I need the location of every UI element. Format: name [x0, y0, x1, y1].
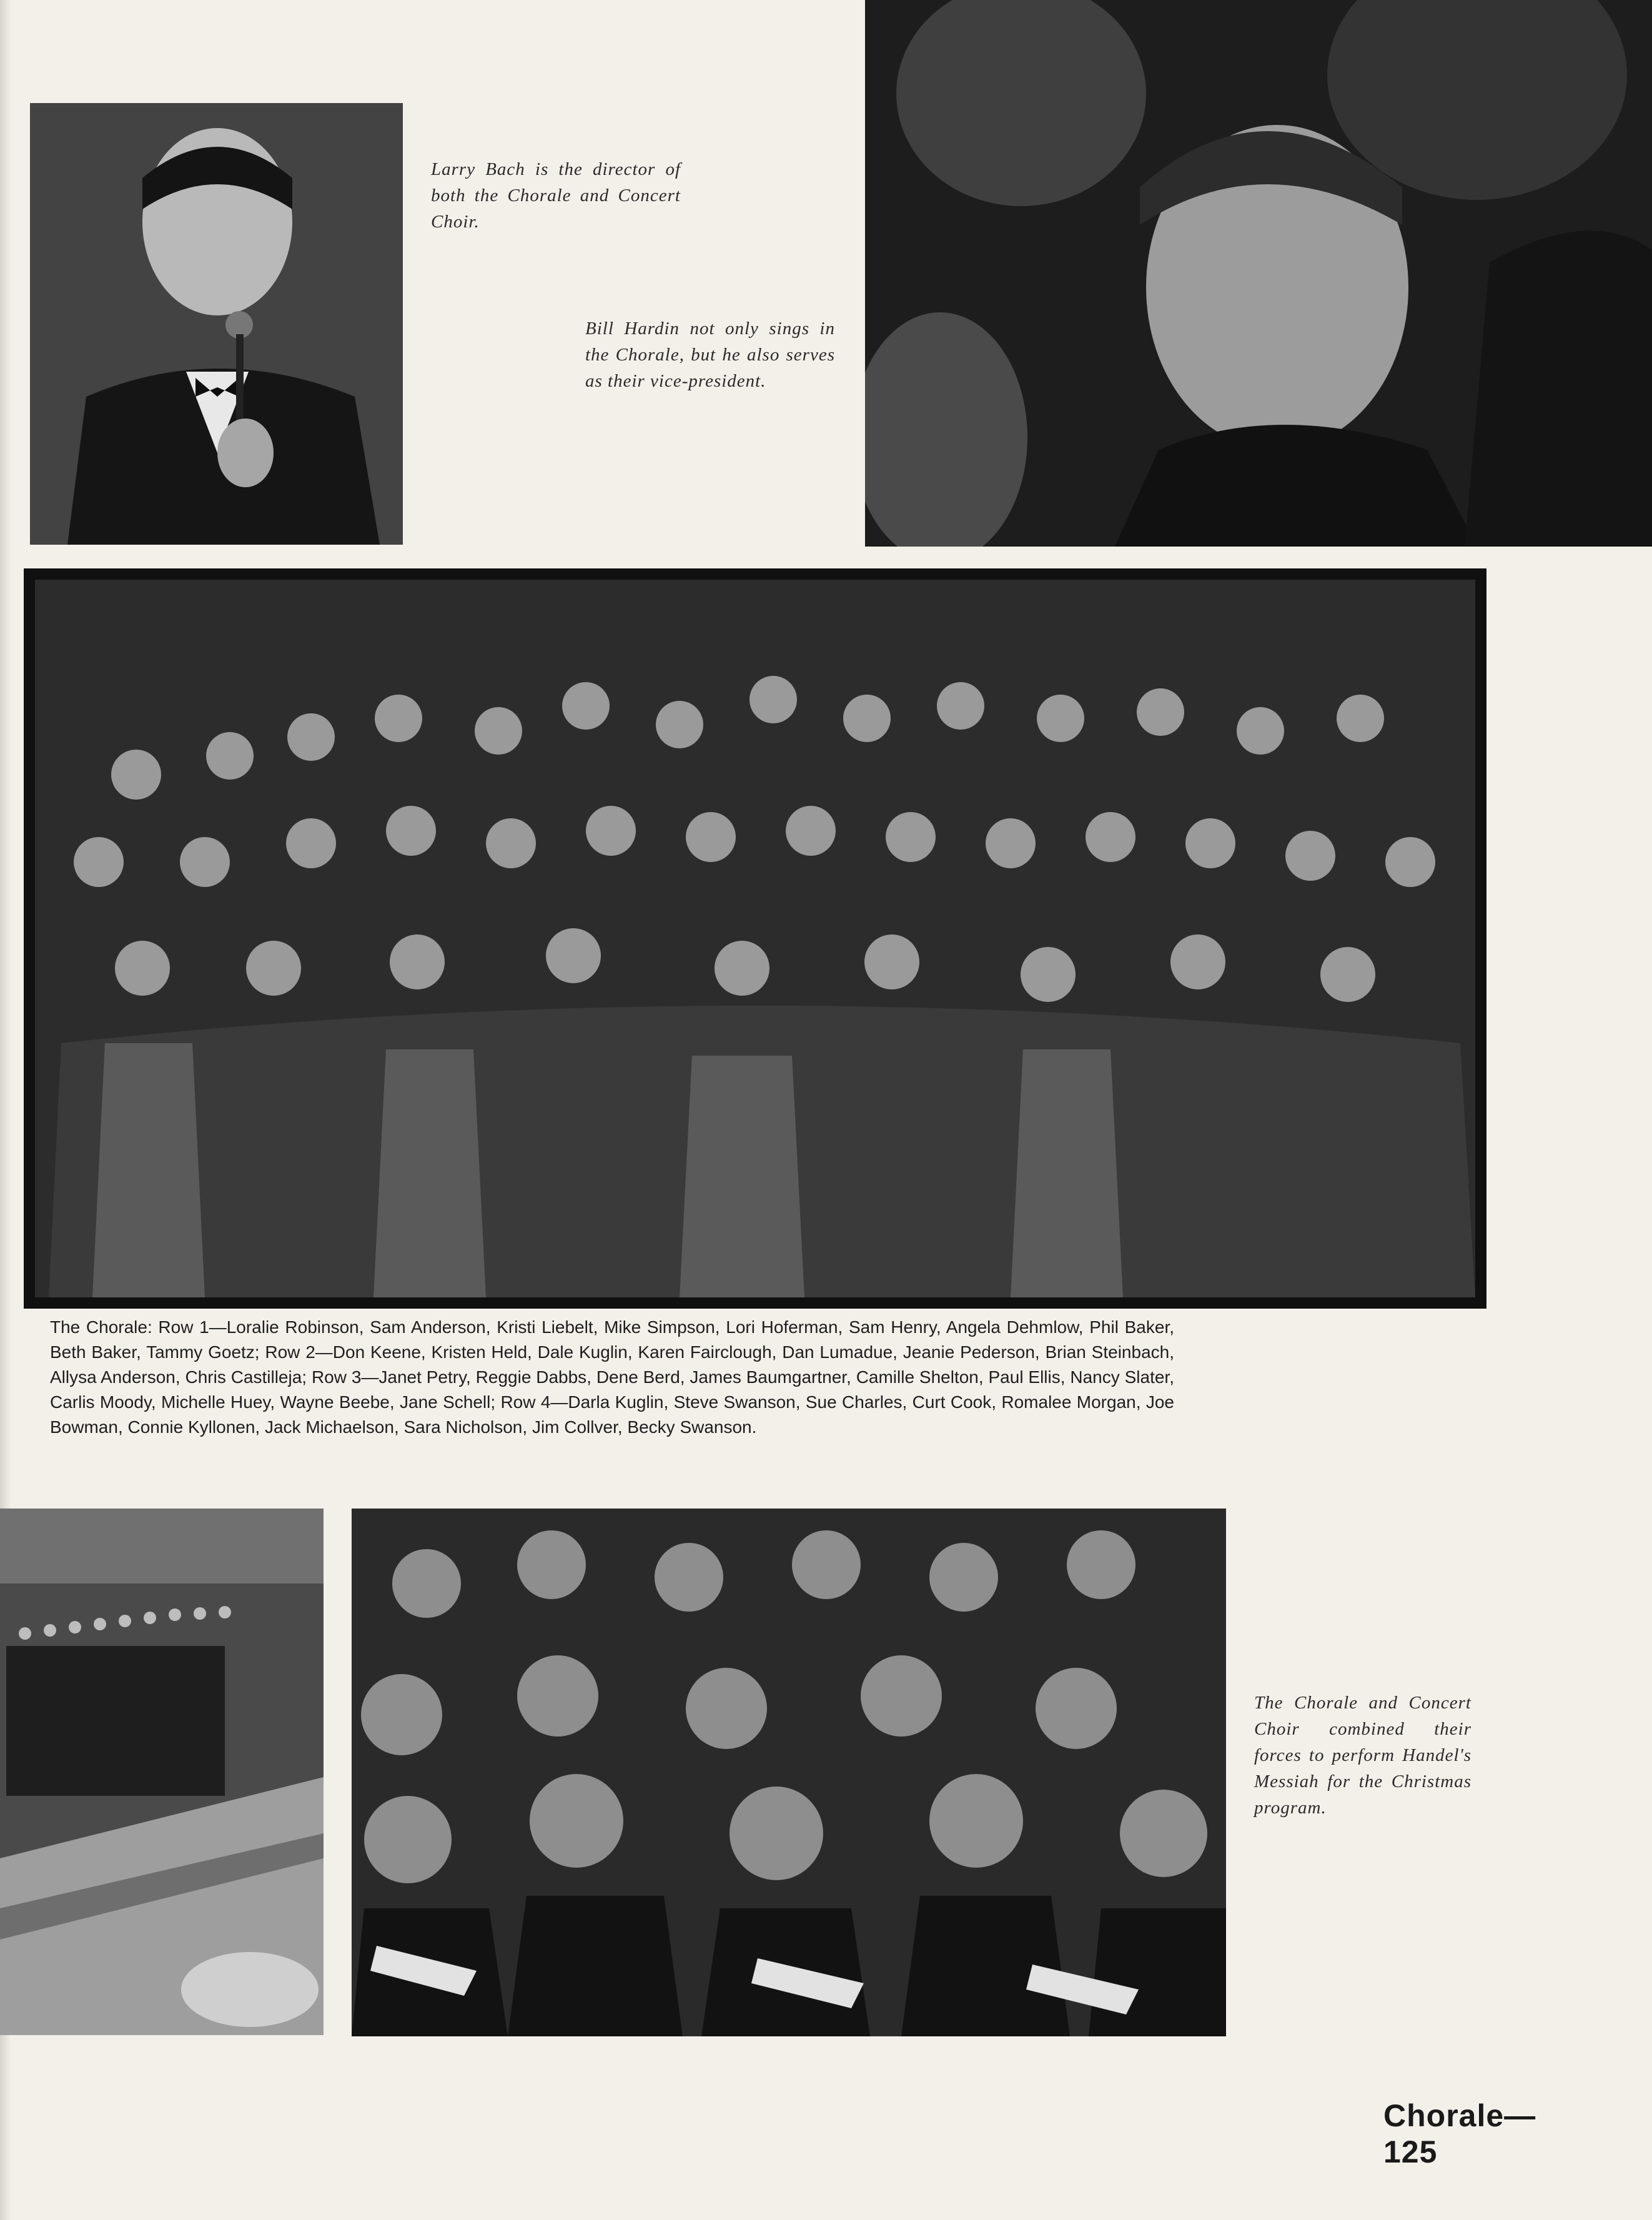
page-folio: Chorale—125	[1383, 2098, 1536, 2169]
photo-chorale-group	[24, 568, 1486, 1309]
photo-stage-wide	[0, 1509, 324, 2035]
photo-singer-closeup	[865, 0, 1652, 547]
photo-choir-messiah	[352, 1509, 1226, 2036]
caption-group-roster: The Chorale: Row 1—Loralie Robinson, Sam Anderson, Kristi Liebelt, Mike Simpson, Lori Hoferman, Sam Henry, Angela Dehmlow, Phil Baker, Beth Baker, Tammy Goetz; Row 2—Don Keene, Kristen Held, Dale Kuglin, Karen Fairclough, Dan Lumadue, Jeanie Pederson, Brian Steinbach, Allysa Anderson, Chris Castilleja; Row 3—Janet Petry, Reggie Dabbs, Dene Berd, James Baumgartner, Camille Shelton, Paul Ellis, Nancy Slater, Carlis Moody, Michelle Huey, Wayne Beebe, Jane Schell; Row 4—Darla Kuglin, Steve Swanson, Sue Charles, Curt Cook, Romalee Morgan, Joe Bowman, Connie Kyllonen, Jack Michaelson, Sara Nicholson, Jim Collver, Becky Swanson.	[50, 1317, 1174, 1437]
caption-vice-president: Bill Hardin not only sings in the Chorale, but he also serves as their vice-president.	[585, 319, 835, 391]
photo-director-microphone	[30, 103, 403, 545]
caption-messiah: The Chorale and Concert Choir combined their forces to perform Handel's Messiah for the Christmas program.	[1254, 1693, 1471, 1818]
caption-director: Larry Bach is the director of both the Chorale and Concert Choir.	[431, 159, 681, 232]
